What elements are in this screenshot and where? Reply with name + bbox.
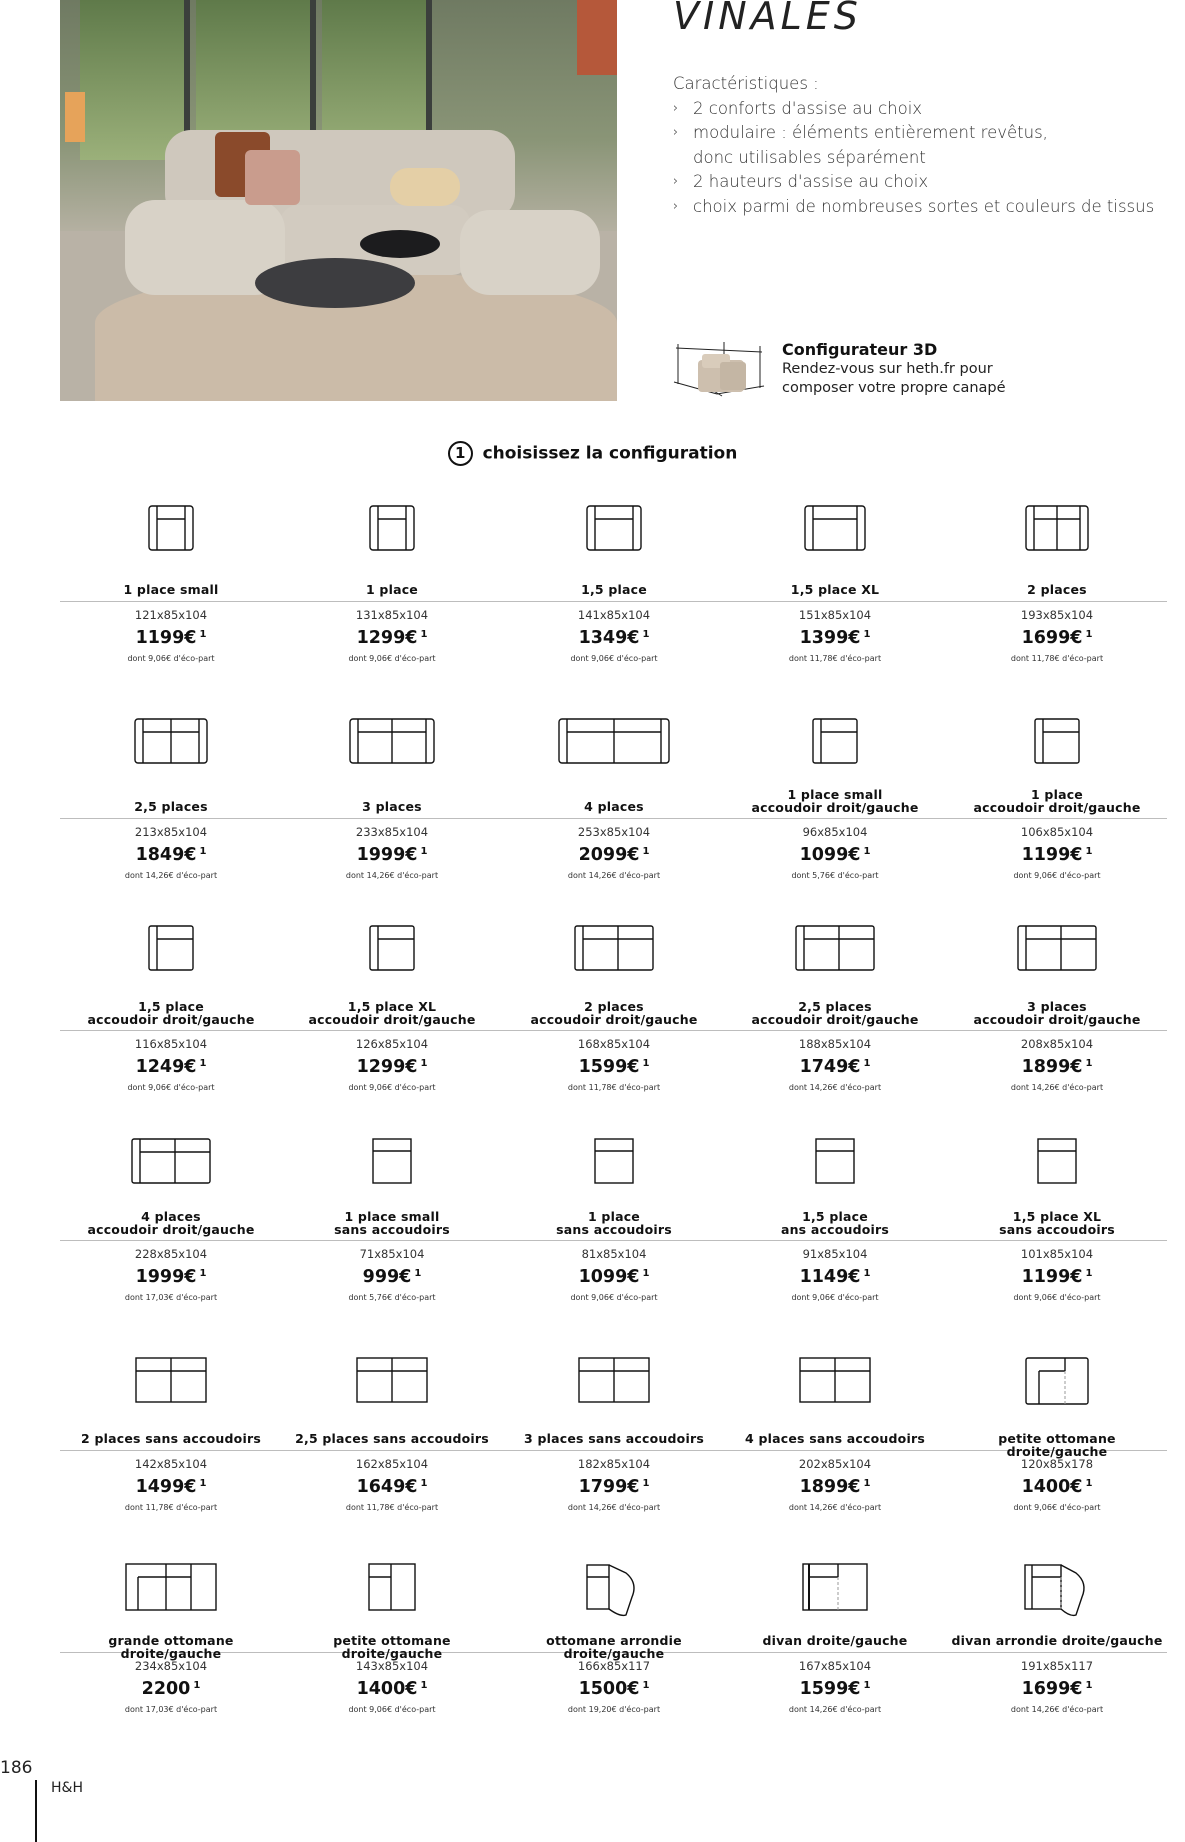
module-name: 1,5 place XL (790, 582, 880, 597)
module-dimensions: 116x85x104 (134, 1037, 208, 1051)
module-name: 4 places sans accoudoirs (745, 1431, 925, 1446)
eco-participation: dont 14,26€ d'éco-part (788, 1083, 882, 1092)
module-name: 1 place (365, 582, 418, 597)
feature-item: › modulaire : éléments entièrement revêtus, donc utilisables séparément (673, 123, 1048, 167)
module-diagram-icon (503, 1357, 725, 1417)
eco-participation: dont 14,26€ d'éco-part (1010, 1083, 1104, 1092)
hero-photo-vinales-sofa (60, 0, 617, 401)
module-price: 1749€ $^1$ (799, 1057, 871, 1077)
footnote-marker: 1 (420, 1058, 428, 1069)
footnote-marker: 1 (420, 1680, 428, 1691)
module-name: petite ottomane droite/gauche (998, 1431, 1116, 1459)
module-dimensions: 167x85x104 (798, 1659, 872, 1673)
module-diagram-icon (60, 925, 282, 985)
eco-participation: dont 11,78€ d'éco-part (788, 654, 882, 663)
lamp (65, 92, 85, 142)
module-diagram-icon (724, 925, 946, 985)
module-price: 1400€ $^1$ (1021, 1477, 1093, 1497)
module-price: 1199€ $^1$ (1021, 1267, 1093, 1287)
module-name: 3 places (362, 799, 422, 814)
module-name: 2 places accoudoir droit/gauche (530, 999, 698, 1027)
module-price: 1299€ $^1$ (356, 628, 428, 648)
module-diagram-icon (946, 505, 1168, 565)
row-divider (60, 1030, 1167, 1031)
module-dimensions: 151x85x104 (798, 608, 872, 622)
module-diagram-icon (946, 718, 1168, 778)
eco-participation: dont 5,76€ d'éco-part (348, 1293, 436, 1302)
brand-name: H&H (51, 1780, 83, 1796)
configurator-3d-callout (672, 340, 1152, 400)
module-diagram-icon (946, 1563, 1168, 1623)
chevron-right-icon: › (673, 125, 679, 140)
step-number-circle-icon: 1 (448, 441, 473, 466)
module-price: 1649€ $^1$ (356, 1477, 428, 1497)
module-diagram-icon (281, 925, 503, 985)
module-name: 2,5 places sans accoudoirs (295, 1431, 489, 1446)
module-price: 1999€ $^1$ (356, 845, 428, 865)
eco-participation: dont 14,26€ d'éco-part (567, 871, 661, 880)
module-dimensions: 193x85x104 (1020, 608, 1094, 622)
module-name: 1 place sans accoudoirs (556, 1209, 672, 1237)
module-diagram-icon (60, 1563, 282, 1623)
module-price: 1249€ $^1$ (135, 1057, 207, 1077)
chevron-right-icon: › (673, 174, 679, 189)
footnote-marker: 1 (642, 1268, 650, 1279)
row-divider (60, 818, 1167, 819)
module-name: 3 places sans accoudoirs (524, 1431, 704, 1446)
coffee-table (255, 258, 415, 308)
footnote-marker: 1 (642, 1680, 650, 1691)
module-name: 1,5 place accoudoir droit/gauche (87, 999, 255, 1027)
eco-participation: dont 11,78€ d'éco-part (345, 1503, 439, 1512)
module-name: 1,5 place (581, 582, 647, 597)
module-name: 1,5 place XL sans accoudoirs (999, 1209, 1115, 1237)
eco-participation: dont 9,06€ d'éco-part (348, 1083, 436, 1092)
footnote-marker: 1 (199, 1268, 207, 1279)
module-diagram-icon (503, 718, 725, 778)
module-price: 1599€ $^1$ (799, 1679, 871, 1699)
eco-participation: dont 9,06€ d'éco-part (127, 654, 215, 663)
footnote-marker: 1 (414, 1268, 422, 1279)
module-name: 3 places accoudoir droit/gauche (973, 999, 1141, 1027)
features-list (673, 72, 1154, 219)
module-dimensions: 96x85x104 (802, 825, 868, 839)
footnote-marker: 1 (420, 629, 428, 640)
feature-item: › choix parmi de nombreuses sortes et couleurs de tissus (673, 195, 1154, 220)
module-price: 1500€ $^1$ (578, 1679, 650, 1699)
footnote-marker: 1 (420, 1478, 428, 1489)
module-price: 1999€ $^1$ (135, 1267, 207, 1287)
module-price: 2099€ $^1$ (578, 845, 650, 865)
module-price: 1699€ $^1$ (1021, 628, 1093, 648)
module-diagram-icon (724, 1138, 946, 1198)
configurator-text-line: Rendez-vous sur heth.fr pour (782, 361, 993, 377)
step-label: choisissez la configuration (482, 443, 738, 464)
footnote-marker: 1 (863, 1058, 871, 1069)
module-dimensions: 142x85x104 (134, 1457, 208, 1471)
footnote-marker: 1 (863, 1680, 871, 1691)
row-divider (60, 601, 1167, 602)
eco-participation: dont 11,78€ d'éco-part (1010, 654, 1104, 663)
module-diagram-icon (946, 1357, 1168, 1417)
module-price: 1899€ $^1$ (1021, 1057, 1093, 1077)
eco-participation: dont 11,78€ d'éco-part (567, 1083, 661, 1092)
module-name: 1 place small sans accoudoirs (334, 1209, 450, 1237)
bolster-cushion (390, 168, 460, 206)
eco-participation: dont 14,26€ d'éco-part (345, 871, 439, 880)
footnote-marker: 1 (199, 1058, 207, 1069)
module-price: 2200 $^1$ (141, 1679, 201, 1699)
module-dimensions: 208x85x104 (1020, 1037, 1094, 1051)
module-diagram-icon (724, 1357, 946, 1417)
module-dimensions: 182x85x104 (577, 1457, 651, 1471)
footnote-marker: 1 (1085, 629, 1093, 640)
eco-participation: dont 9,06€ d'éco-part (348, 1705, 436, 1714)
module-name: divan arrondie droite/gauche (951, 1633, 1163, 1648)
module-name: ottomane arrondie droite/gauche (546, 1633, 682, 1661)
module-diagram-icon (281, 1563, 503, 1623)
module-price: 999€ $^1$ (362, 1267, 422, 1287)
module-price: 1199€ $^1$ (1021, 845, 1093, 865)
module-dimensions: 101x85x104 (1020, 1247, 1094, 1261)
module-price: 1099€ $^1$ (799, 845, 871, 865)
eco-participation: dont 14,26€ d'éco-part (788, 1705, 882, 1714)
side-table (360, 230, 440, 258)
module-diagram-icon (60, 505, 282, 565)
module-name: 1,5 place ans accoudoirs (780, 1209, 890, 1237)
eco-participation: dont 11,78€ d'éco-part (124, 1503, 218, 1512)
wall-painting (577, 0, 617, 75)
module-name: divan droite/gauche (762, 1633, 908, 1648)
module-dimensions: 213x85x104 (134, 825, 208, 839)
eco-participation: dont 5,76€ d'éco-part (791, 871, 879, 880)
module-name: grande ottomane droite/gauche (108, 1633, 234, 1661)
module-price: 1349€ $^1$ (578, 628, 650, 648)
footnote-marker: 1 (642, 846, 650, 857)
module-diagram-icon (724, 718, 946, 778)
module-dimensions: 253x85x104 (577, 825, 651, 839)
module-dimensions: 191x85x117 (1020, 1659, 1094, 1673)
eco-participation: dont 9,06€ d'éco-part (1013, 1293, 1101, 1302)
eco-participation: dont 17,03€ d'éco-part (124, 1705, 218, 1714)
module-dimensions: 228x85x104 (134, 1247, 208, 1261)
eco-participation: dont 14,26€ d'éco-part (788, 1503, 882, 1512)
footnote-marker: 1 (199, 846, 207, 857)
module-dimensions: 131x85x104 (355, 608, 429, 622)
module-name: 2 places sans accoudoirs (81, 1431, 261, 1446)
module-diagram-icon (503, 505, 725, 565)
product-title: VINALES (673, 0, 862, 38)
module-diagram-icon (60, 1357, 282, 1417)
feature-item: › 2 conforts d'assise au choix (673, 97, 1154, 122)
module-dimensions: 166x85x117 (577, 1659, 651, 1673)
footnote-marker: 1 (863, 1268, 871, 1279)
module-price: 1399€ $^1$ (799, 628, 871, 648)
module-price: 1799€ $^1$ (578, 1477, 650, 1497)
module-price: 1099€ $^1$ (578, 1267, 650, 1287)
eco-participation: dont 17,03€ d'éco-part (124, 1293, 218, 1302)
features-heading: Caractéristiques : (673, 74, 819, 93)
eco-participation: dont 9,06€ d'éco-part (570, 1293, 658, 1302)
module-dimensions: 143x85x104 (355, 1659, 429, 1673)
module-name: 1 place small (123, 582, 219, 597)
module-price: 1899€ $^1$ (799, 1477, 871, 1497)
module-name: 4 places (584, 799, 644, 814)
eco-participation: dont 19,20€ d'éco-part (567, 1705, 661, 1714)
module-diagram-icon (281, 1138, 503, 1198)
page-footer (0, 1740, 300, 1842)
footnote-marker: 1 (642, 629, 650, 640)
module-name: 2,5 places (134, 799, 208, 814)
module-diagram-icon (281, 718, 503, 778)
module-diagram-icon (503, 925, 725, 985)
module-dimensions: 234x85x104 (134, 1659, 208, 1673)
module-diagram-icon (946, 1138, 1168, 1198)
module-dimensions: 126x85x104 (355, 1037, 429, 1051)
module-diagram-icon (724, 505, 946, 565)
footnote-marker: 1 (642, 1478, 650, 1489)
step-heading (0, 441, 1185, 466)
sofa-end (460, 210, 600, 295)
footer-divider (35, 1780, 37, 1842)
module-dimensions: 233x85x104 (355, 825, 429, 839)
module-diagram-icon (60, 1138, 282, 1198)
module-diagram-icon (281, 1357, 503, 1417)
module-dimensions: 120x85x178 (1020, 1457, 1094, 1471)
eco-participation: dont 9,06€ d'éco-part (791, 1293, 879, 1302)
eco-participation: dont 14,26€ d'éco-part (1010, 1705, 1104, 1714)
footnote-marker: 1 (1085, 1058, 1093, 1069)
footnote-marker: 1 (863, 629, 871, 640)
footnote-marker: 1 (863, 846, 871, 857)
module-diagram-icon (503, 1563, 725, 1623)
module-name: 1 place accoudoir droit/gauche (973, 787, 1141, 815)
module-dimensions: 188x85x104 (798, 1037, 872, 1051)
module-diagram-icon (503, 1138, 725, 1198)
eco-participation: dont 14,26€ d'éco-part (567, 1503, 661, 1512)
module-price: 1400€ $^1$ (356, 1679, 428, 1699)
module-name: petite ottomane droite/gauche (333, 1633, 451, 1661)
footnote-marker: 1 (1085, 846, 1093, 857)
configurator-title: Configurateur 3D (782, 340, 938, 359)
eco-participation: dont 9,06€ d'éco-part (348, 654, 436, 663)
footnote-marker: 1 (1085, 1680, 1093, 1691)
module-name: 4 places accoudoir droit/gauche (87, 1209, 255, 1237)
module-diagram-icon (281, 505, 503, 565)
eco-participation: dont 9,06€ d'éco-part (1013, 871, 1101, 880)
footnote-marker: 1 (199, 1478, 207, 1489)
module-price: 1699€ $^1$ (1021, 1679, 1093, 1699)
module-diagram-icon (724, 1563, 946, 1623)
footnote-marker: 1 (1085, 1478, 1093, 1489)
module-dimensions: 162x85x104 (355, 1457, 429, 1471)
cushion (245, 150, 300, 205)
module-dimensions: 91x85x104 (802, 1247, 868, 1261)
module-price: 1299€ $^1$ (356, 1057, 428, 1077)
footnote-marker: 1 (642, 1058, 650, 1069)
configurator-text-line: composer votre propre canapé (782, 380, 1006, 396)
feature-item: › 2 hauteurs d'assise au choix (673, 170, 1154, 195)
module-dimensions: 168x85x104 (577, 1037, 651, 1051)
module-price: 1849€ $^1$ (135, 845, 207, 865)
footnote-marker: 1 (420, 846, 428, 857)
module-diagram-icon (60, 718, 282, 778)
module-price: 1199€ $^1$ (135, 628, 207, 648)
footnote-marker: 1 (193, 1680, 201, 1691)
module-name: 1,5 place XL accoudoir droit/gauche (308, 999, 476, 1027)
module-dimensions: 202x85x104 (798, 1457, 872, 1471)
eco-participation: dont 9,06€ d'éco-part (570, 654, 658, 663)
footnote-marker: 1 (199, 629, 207, 640)
footnote-marker: 1 (1085, 1268, 1093, 1279)
chevron-right-icon: › (673, 100, 679, 116)
module-name: 1 place small accoudoir droit/gauche (751, 787, 919, 815)
page-number: 186 (0, 1758, 33, 1778)
module-name: 2 places (1027, 582, 1087, 597)
module-dimensions: 121x85x104 (134, 608, 208, 622)
footnote-marker: 1 (863, 1478, 871, 1489)
module-dimensions: 71x85x104 (359, 1247, 425, 1261)
module-price: 1499€ $^1$ (135, 1477, 207, 1497)
row-divider (60, 1240, 1167, 1241)
module-price: 1149€ $^1$ (799, 1267, 871, 1287)
eco-participation: dont 9,06€ d'éco-part (1013, 1503, 1101, 1512)
module-dimensions: 81x85x104 (581, 1247, 647, 1261)
module-dimensions: 141x85x104 (577, 608, 651, 622)
module-name: 2,5 places accoudoir droit/gauche (751, 999, 919, 1027)
module-price: 1599€ $^1$ (578, 1057, 650, 1077)
chevron-right-icon: › (673, 198, 679, 214)
module-diagram-icon (946, 925, 1168, 985)
armchair-3d-box-icon (672, 340, 767, 400)
module-dimensions: 106x85x104 (1020, 825, 1094, 839)
eco-participation: dont 14,26€ d'éco-part (124, 871, 218, 880)
eco-participation: dont 9,06€ d'éco-part (127, 1083, 215, 1092)
